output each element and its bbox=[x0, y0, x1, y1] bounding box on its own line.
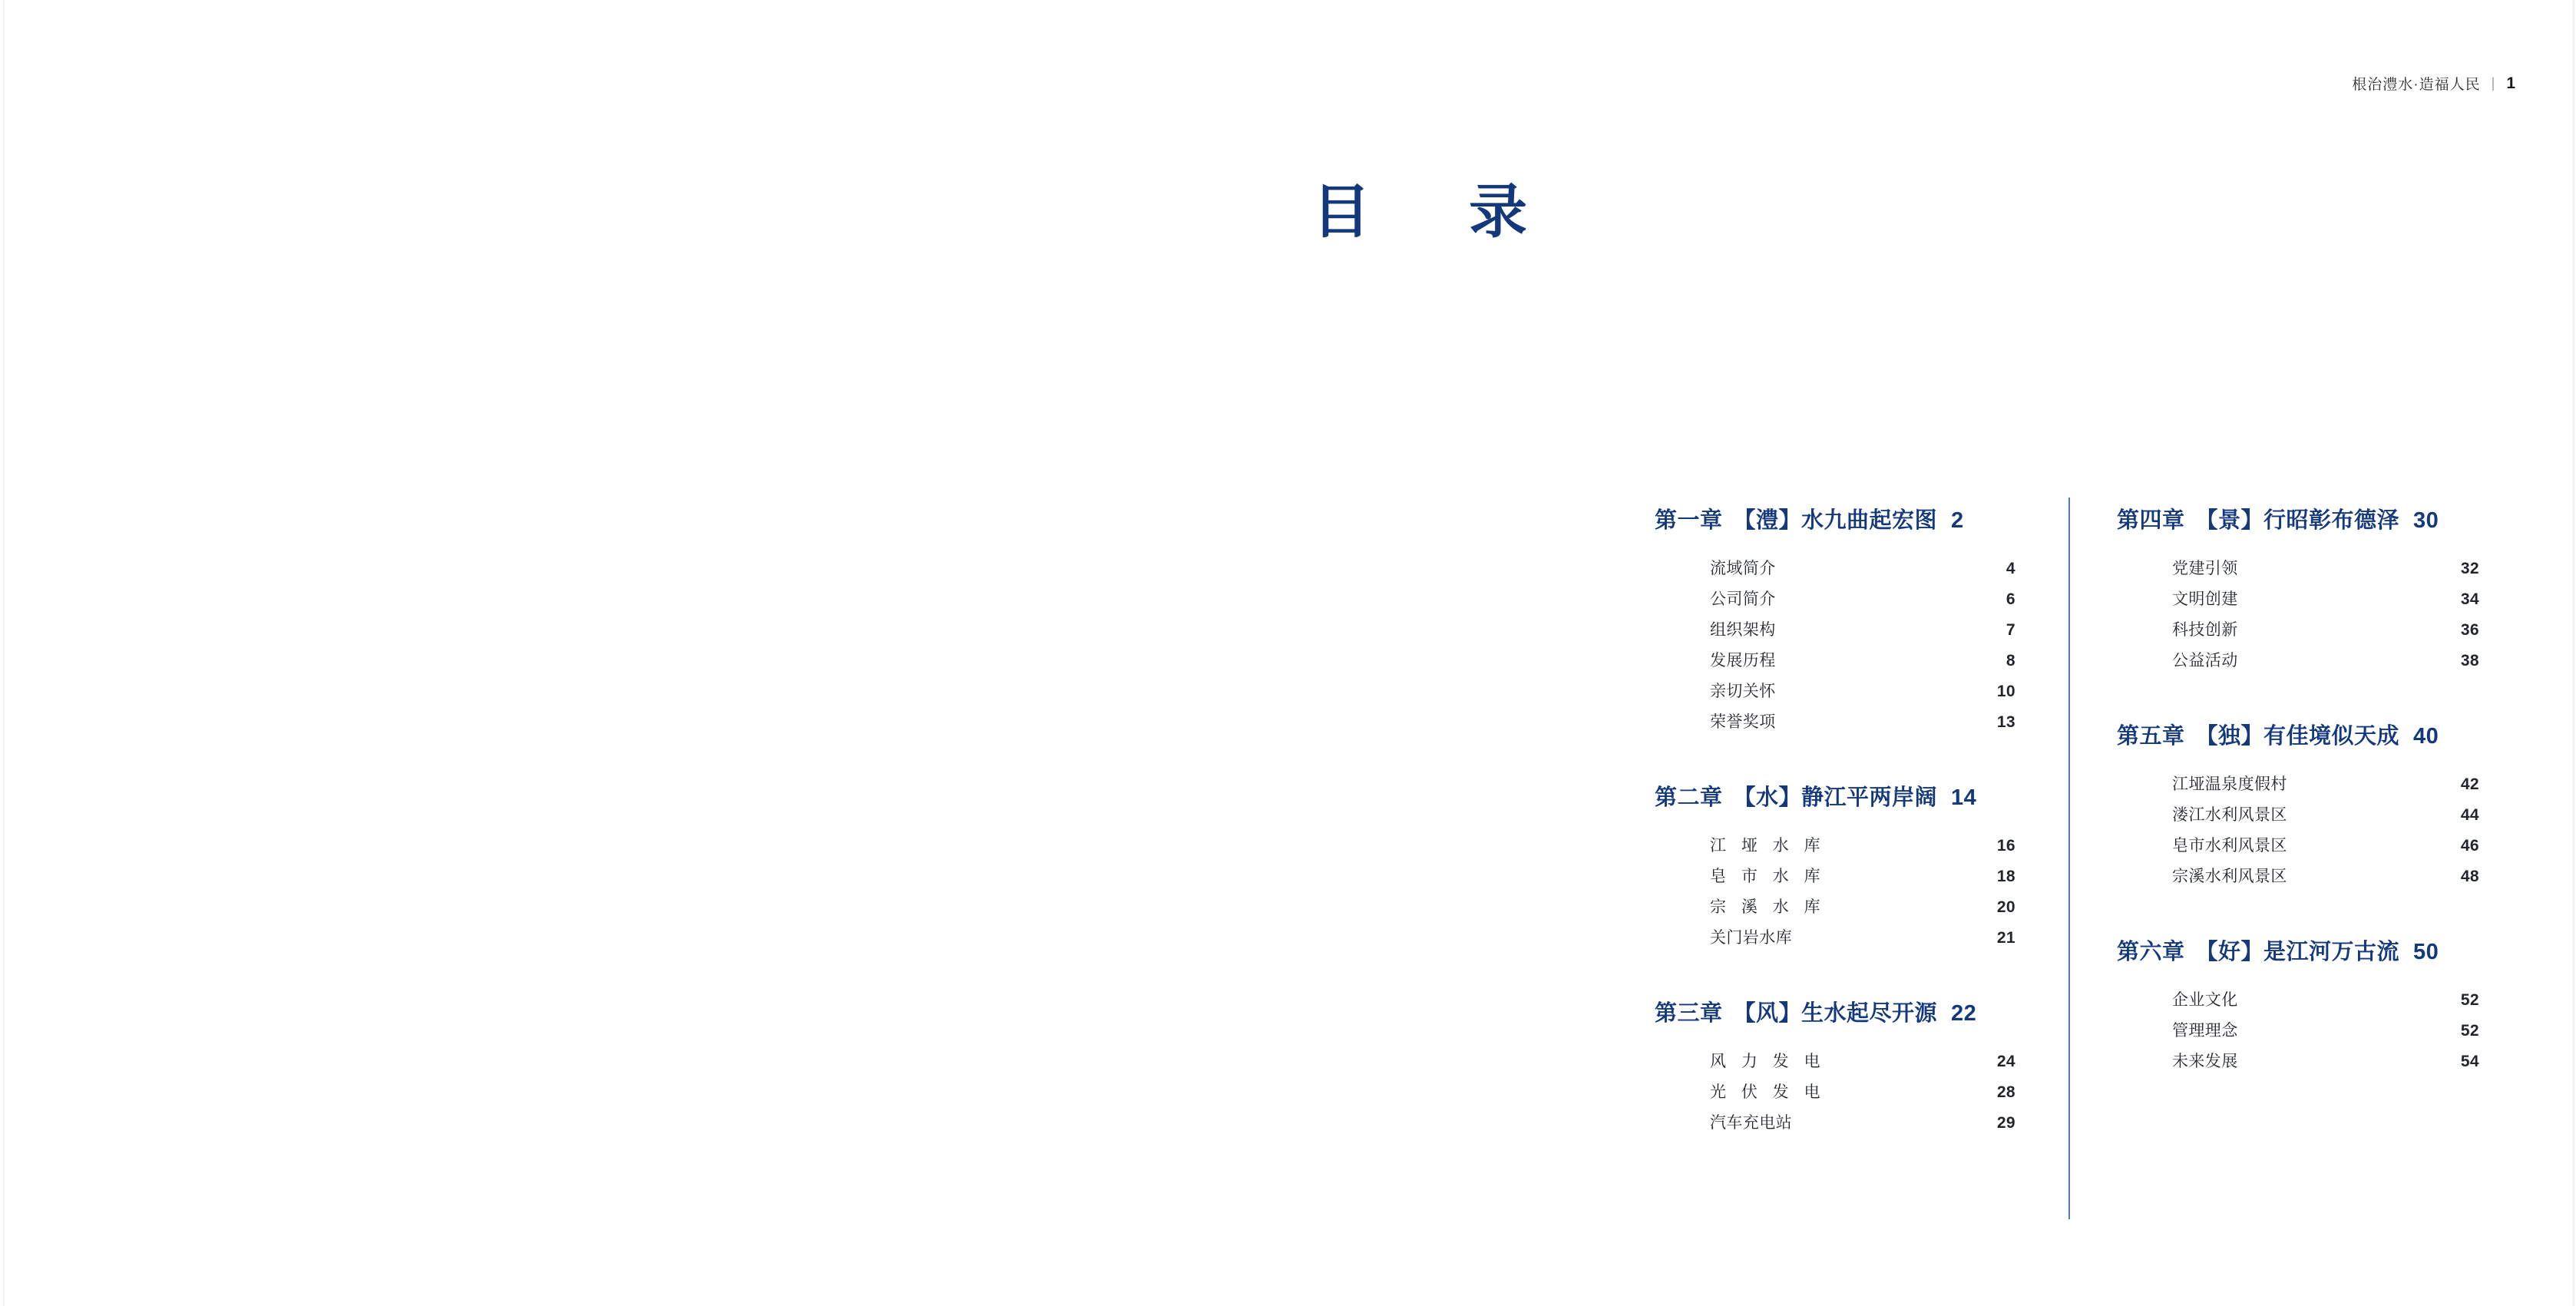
toc-entry-page: 7 bbox=[2006, 620, 2015, 639]
toc-entry[interactable] bbox=[1710, 922, 2022, 953]
toc-entry-page: 38 bbox=[2460, 651, 2479, 670]
page-title: 目 录 bbox=[1312, 180, 1547, 245]
toc-chapter bbox=[1655, 996, 2022, 1138]
toc-entry[interactable] bbox=[1710, 584, 2022, 614]
page-number: 1 bbox=[2506, 74, 2516, 92]
running-header-separator: | bbox=[2491, 75, 2496, 91]
running-header-text: 根治澧水·造福人民 bbox=[2352, 77, 2481, 93]
toc-entry-label: 发展历程 bbox=[1710, 651, 1776, 670]
toc-entry[interactable] bbox=[2172, 861, 2484, 891]
toc-entry-page: 52 bbox=[2460, 990, 2479, 1009]
toc-entry-page: 16 bbox=[1996, 836, 2015, 855]
toc-entry[interactable] bbox=[1710, 1046, 2022, 1076]
toc-entry-label: 江 垭 水 库 bbox=[1710, 836, 1826, 855]
toc-entry-page: 8 bbox=[2006, 651, 2015, 670]
toc-entry-label: 汽车充电站 bbox=[1710, 1113, 1792, 1132]
toc-entry-page: 46 bbox=[2460, 836, 2479, 855]
toc-chapter-page: 22 bbox=[1951, 1001, 1977, 1026]
toc-entry-list bbox=[2117, 984, 2484, 1076]
toc-entry-label: 企业文化 bbox=[2172, 990, 2238, 1009]
toc-entry-page: 13 bbox=[1996, 713, 2015, 731]
toc-entry-label: 文明创建 bbox=[2172, 590, 2238, 608]
toc-entry-page: 34 bbox=[2460, 590, 2479, 608]
page-gutter-right bbox=[2572, 0, 2574, 1306]
toc-entry-page: 10 bbox=[1996, 682, 2015, 700]
toc-column-right bbox=[2069, 503, 2484, 1138]
toc-entry-label: 光 伏 发 电 bbox=[1710, 1083, 1826, 1101]
toc-entry-label: 风 力 发 电 bbox=[1710, 1052, 1826, 1070]
toc-entry-label: 公益活动 bbox=[2172, 651, 2238, 670]
toc-entry-label: 未来发展 bbox=[2172, 1052, 2238, 1070]
toc-chapter-title: 【水】静江平两岸阔 bbox=[1733, 785, 1938, 810]
toc-entry-page: 4 bbox=[2006, 559, 2015, 577]
toc-entry-page: 32 bbox=[2460, 559, 2479, 577]
page-gutter-left bbox=[3, 0, 5, 1306]
toc-chapter-heading[interactable] bbox=[1655, 503, 2022, 534]
toc-entry-label: 溇江水利风景区 bbox=[2172, 805, 2287, 824]
toc-entry-label: 公司简介 bbox=[1710, 590, 1776, 608]
toc-chapter-page: 14 bbox=[1951, 785, 1977, 810]
toc-column-left bbox=[1655, 503, 2069, 1138]
toc-entry-page: 52 bbox=[2460, 1021, 2479, 1040]
toc-entry-list bbox=[1655, 1046, 2022, 1138]
toc-entry-page: 20 bbox=[1996, 898, 2015, 916]
toc-entry-label: 荣誉奖项 bbox=[1710, 713, 1776, 731]
toc-entry-page: 54 bbox=[2460, 1052, 2479, 1070]
toc-chapter-page: 30 bbox=[2413, 508, 2439, 533]
toc-entry-label: 管理理念 bbox=[2172, 1021, 2238, 1040]
toc-chapter-label: 第四章 bbox=[2117, 508, 2185, 533]
toc-chapter bbox=[2117, 503, 2484, 676]
toc-entry-label: 江垭温泉度假村 bbox=[2172, 775, 2287, 793]
toc-chapter bbox=[2117, 934, 2484, 1076]
toc-entry-list bbox=[1655, 830, 2022, 953]
toc-entry-label: 宗 溪 水 库 bbox=[1710, 898, 1826, 916]
toc-chapter-label: 第三章 bbox=[1655, 1001, 1723, 1026]
toc-entry[interactable] bbox=[2172, 984, 2484, 1015]
toc-chapter-title: 【好】是江河万古流 bbox=[2195, 940, 2400, 964]
toc-entry[interactable] bbox=[1710, 645, 2022, 676]
toc-entry[interactable] bbox=[2172, 645, 2484, 676]
toc-entry-label: 皂市水利风景区 bbox=[2172, 836, 2287, 855]
toc-chapter-label: 第五章 bbox=[2117, 724, 2185, 749]
toc-chapter-page: 50 bbox=[2413, 940, 2439, 964]
toc-entry[interactable] bbox=[2172, 1015, 2484, 1046]
toc-entry[interactable] bbox=[2172, 614, 2484, 645]
toc-entry-page: 28 bbox=[1996, 1083, 2015, 1101]
toc-chapter bbox=[1655, 503, 2022, 737]
toc-entry-label: 关门岩水库 bbox=[1710, 928, 1792, 947]
toc-chapter-label: 第二章 bbox=[1655, 785, 1723, 810]
toc-entry[interactable] bbox=[1710, 891, 2022, 922]
toc-chapter-title: 【独】有佳境似天成 bbox=[2195, 724, 2400, 749]
toc-chapter-label: 第六章 bbox=[2117, 940, 2185, 964]
toc-entry-page: 36 bbox=[2460, 620, 2479, 639]
toc-entry[interactable] bbox=[2172, 1046, 2484, 1076]
running-header bbox=[2352, 73, 2516, 94]
toc-entry-page: 18 bbox=[1996, 867, 2015, 885]
toc-chapter-heading[interactable] bbox=[2117, 719, 2484, 750]
toc-entry[interactable] bbox=[1710, 861, 2022, 891]
toc-chapter bbox=[1655, 780, 2022, 953]
toc-columns bbox=[1655, 503, 2507, 1138]
toc-entry-page: 6 bbox=[2006, 590, 2015, 608]
toc-entry-list bbox=[1655, 553, 2022, 737]
toc-entry-list bbox=[2117, 769, 2484, 891]
toc-entry-list bbox=[2117, 553, 2484, 676]
toc-entry-label: 科技创新 bbox=[2172, 620, 2238, 639]
toc-chapter-title: 【景】行昭彰布德泽 bbox=[2195, 508, 2400, 533]
toc-entry-label: 流域简介 bbox=[1710, 559, 1776, 577]
toc-entry[interactable] bbox=[2172, 799, 2484, 830]
toc-chapter-page: 40 bbox=[2413, 724, 2439, 749]
toc-chapter-title: 【澧】水九曲起宏图 bbox=[1733, 508, 1938, 533]
toc-entry-label: 亲切关怀 bbox=[1710, 682, 1776, 700]
toc-chapter bbox=[2117, 719, 2484, 891]
toc-chapter-label: 第一章 bbox=[1655, 508, 1723, 533]
toc-entry[interactable] bbox=[2172, 769, 2484, 799]
toc-entry-page: 21 bbox=[1996, 928, 2015, 947]
toc-entry[interactable] bbox=[2172, 584, 2484, 614]
toc-entry[interactable] bbox=[2172, 553, 2484, 584]
toc-chapter-title: 【风】生水起尽开源 bbox=[1733, 1001, 1938, 1026]
toc-entry-page: 29 bbox=[1996, 1113, 2015, 1132]
toc-chapter-heading[interactable] bbox=[1655, 996, 2022, 1027]
toc-entry-label: 皂 市 水 库 bbox=[1710, 867, 1826, 885]
toc-entry-label: 党建引领 bbox=[2172, 559, 2238, 577]
toc-chapter-heading[interactable] bbox=[2117, 503, 2484, 534]
toc-entry-page: 44 bbox=[2460, 805, 2479, 824]
toc-entry-page: 24 bbox=[1996, 1052, 2015, 1070]
toc-entry[interactable] bbox=[1710, 1107, 2022, 1138]
toc-chapter-page: 2 bbox=[1951, 508, 1964, 533]
toc-entry[interactable] bbox=[1710, 676, 2022, 706]
toc-entry[interactable] bbox=[1710, 830, 2022, 861]
toc-entry-label: 宗溪水利风景区 bbox=[2172, 867, 2287, 885]
toc-entry-label: 组织架构 bbox=[1710, 620, 1776, 639]
toc-entry[interactable] bbox=[1710, 614, 2022, 645]
toc-entry[interactable] bbox=[1710, 553, 2022, 584]
toc-entry-page: 42 bbox=[2460, 775, 2479, 793]
toc-entry[interactable] bbox=[1710, 706, 2022, 737]
toc-entry[interactable] bbox=[2172, 830, 2484, 861]
toc-entry[interactable] bbox=[1710, 1076, 2022, 1107]
toc-chapter-heading[interactable] bbox=[2117, 934, 2484, 966]
toc-entry-page: 48 bbox=[2460, 867, 2479, 885]
toc-chapter-heading[interactable] bbox=[1655, 780, 2022, 812]
